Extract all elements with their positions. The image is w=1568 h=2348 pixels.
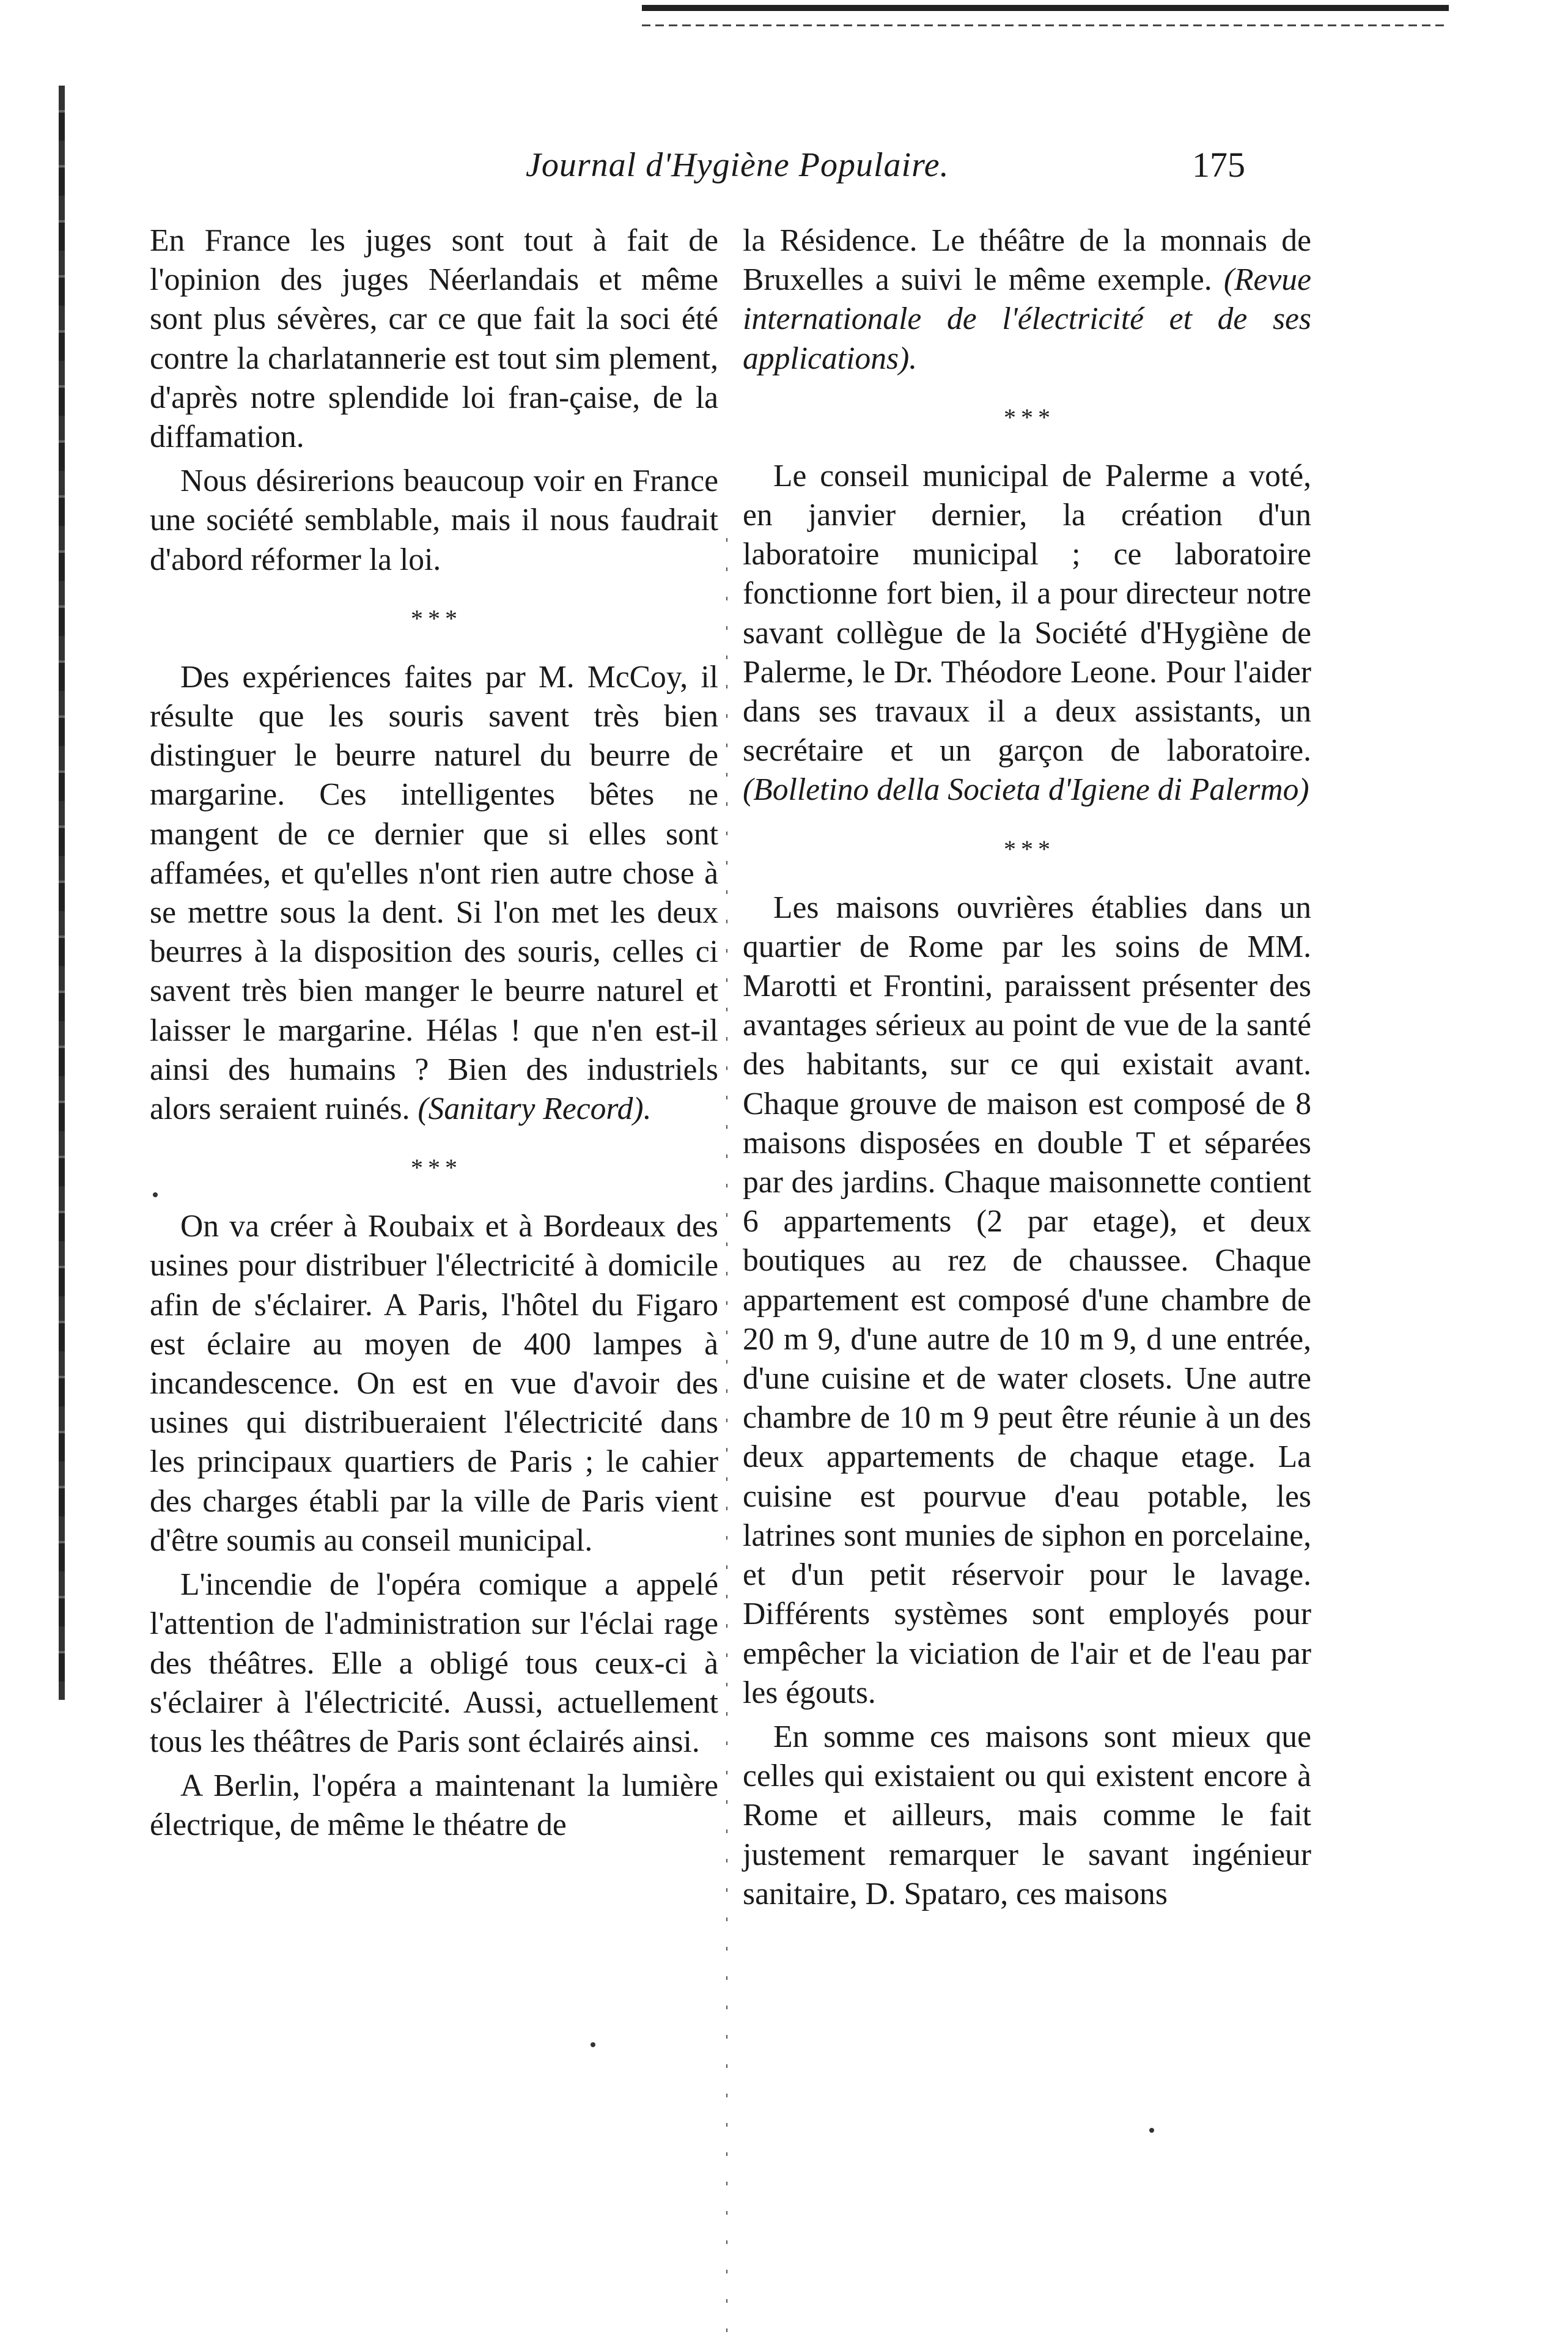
source-citation: (Sanitary Record).: [418, 1091, 652, 1127]
running-header-title: Journal d'Hygiène Populaire.: [526, 146, 949, 184]
top-dotted-rule: [642, 24, 1449, 26]
left-column: [150, 221, 718, 1845]
ink-speck: [591, 2042, 595, 2047]
page-binding-edge: [59, 86, 65, 1700]
left-paragraph-6: A Berlin, l'opéra a maintenant la lumière électrique, de même le théatre de: [150, 1768, 718, 1843]
left-paragraph-3: [150, 658, 718, 1129]
source-citation: (Bolletino della Societa d'Igiene di Palermo): [743, 772, 1309, 808]
ink-speck: [153, 1192, 158, 1197]
right-column: [743, 221, 1311, 1914]
source-citation: (Revue internationale de l'électricité et de ses applications).: [743, 262, 1312, 376]
right-paragraph-4: En somme ces maisons sont mieux que celles qui existaient ou qui existent encore à Rome et ailleurs, mais comme le fait justement remarquer le savant ingénieur sanitaire, D. Spataro, ces maisons: [743, 1719, 1311, 1911]
left-paragraph-1: En France les juges sont tout à fait de l'opinion des juges Néerlandais et même sont plus sévères, car ce que fait la soci été contre la charlatannerie est tout sim plement, d'après notre splendide loi fran-çaise, de la diffamation.: [150, 223, 718, 455]
left-paragraph-4: On va créer à Roubaix et à Bordeaux des usines pour distribuer l'électricité à domicile afin de s'éclairer. A Paris, l'hôtel du Figaro est éclaire au moyen de 400 lampes à incandescence. On est en vue d'avoir des usines qui distribueraient l'électricité dans les principaux quartiers de Paris ; le cahier des charges établi par la ville de Paris vient d'être soumis au conseil municipal.: [150, 1209, 718, 1558]
right-paragraph-2: [743, 457, 1311, 810]
section-separator: * * *: [410, 604, 457, 632]
right-paragraph-1-text: la Résidence. Le théâtre de la monnais de Bruxelles a suivi le même exemple.: [743, 223, 1311, 298]
right-paragraph-2-text: Le conseil municipal de Palerme a voté, en janvier dernier, la création d'un laboratoire municipal ; ce laboratoire fonctionne fort bien, il a pour directeur notre savant collègue de la Société d'Hygiène de Palerme, le Dr. Théodore Leone. Pour l'aider dans ses travaux il a deux assistants, un secrétaire et un garçon de laboratoire.: [743, 458, 1311, 769]
page-number: 175: [1192, 145, 1245, 185]
left-paragraph-3-text: Des expériences faites par M. McCoy, il résulte que les souris savent très bien distinguer le beurre naturel du beurre de margarine. Ces intelligentes bêtes ne mangent de ce dernier que si elles sont affamées, et qu'elles n'ont rien autre chose à se mettre sous la dent. Si l'on met les deux beurres à la disposition des souris, celles ci savent très bien manger le beurre naturel et laisser le margarine. Hélas ! que n'en est-il ainsi des humains ? Bien des industriels alors seraient ruinés.: [150, 659, 718, 1127]
left-paragraph-2: Nous désirerions beaucoup voir en France une société semblable, mais il nous faudrait d'abord réformer la loi.: [150, 463, 718, 577]
section-separator: * * *: [1003, 403, 1050, 431]
column-divider: [726, 538, 727, 2348]
section-separator: * * *: [410, 1154, 457, 1182]
section-separator: * * *: [1003, 835, 1050, 863]
right-paragraph-1: [743, 221, 1311, 378]
top-rule: [642, 5, 1449, 16]
right-paragraph-3: Les maisons ouvrières établies dans un quartier de Rome par les soins de MM. Marotti et Frontini, paraissent présenter des avantages sérieux au point de vue de la santé des habitants, sur ce qui existait avant. Chaque grouve de maison est composé de 8 maisons disposées en double T et séparées par des jardins. Chaque maisonnette contient 6 appartements (2 par etage), et deux boutiques au rez de chaussee. Chaque appartement est composé d'une chambre de 20 m 9, d'une autre de 10 m 9, d une entrée, d'une cuisine et de water closets. Une autre chambre de 10 m 9 peut être réunie à un des deux appartements de chaque etage. La cuisine est pourvue d'eau potable, les latrines sont munies de siphon en porcelaine, et d'un petit réservoir pour le lavage. Différents systèmes sont employés pour empêcher la viciation de l'air et de l'eau par les égouts.: [743, 890, 1311, 1710]
ink-speck: [1149, 2128, 1154, 2133]
left-paragraph-5: L'incendie de l'opéra comique a appelé l'attention de l'administration sur l'éclai rage des théâtres. Elle a obligé tous ceux-ci à s'éclairer à l'électricité. Aussi, actuellement tous les théâtres de Paris sont éclairés ainsi.: [150, 1567, 718, 1759]
